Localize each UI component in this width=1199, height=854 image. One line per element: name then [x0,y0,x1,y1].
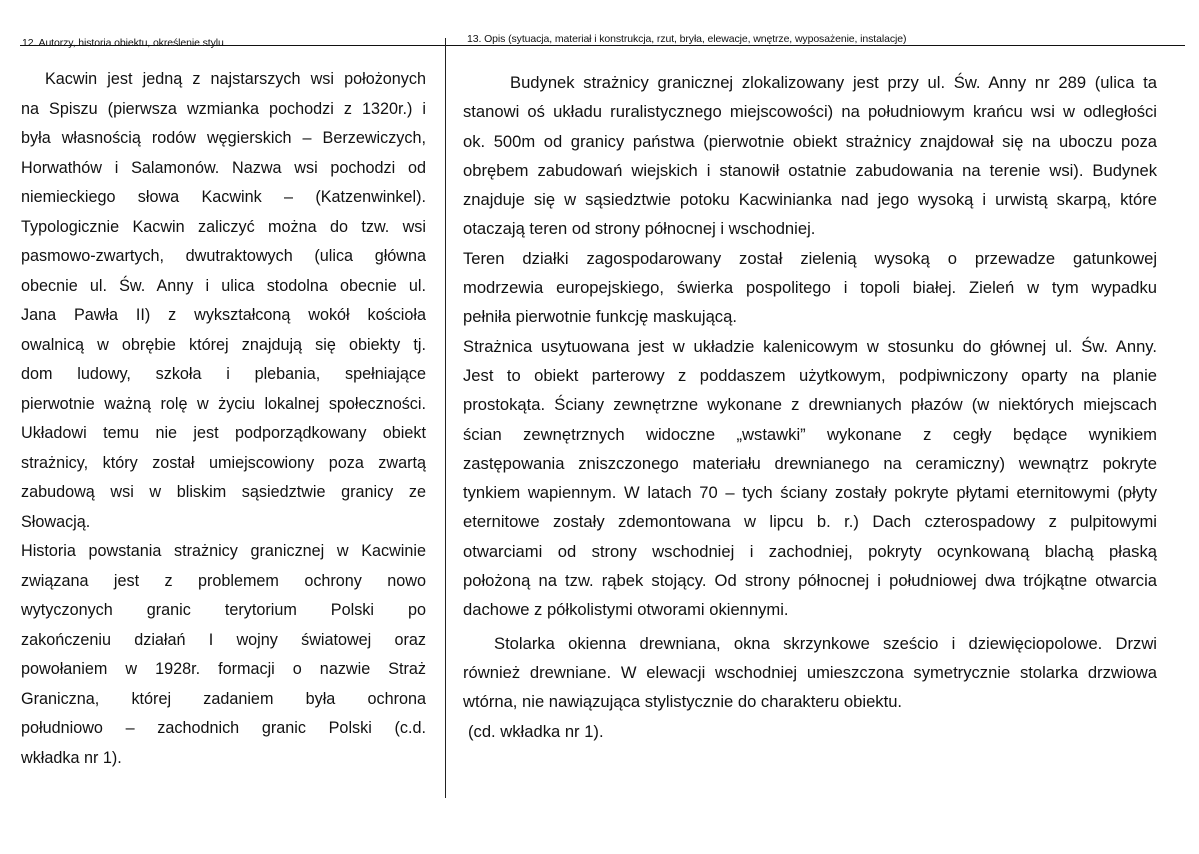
text-line: (cd. wkładka nr 1). [468,721,604,741]
text-line: Typologicznie Kacwin zaliczyć można do tzw. wsi [21,217,426,236]
text-line: otaczają teren od strony północnej i wschodniej. [463,219,816,239]
text-line: Jana Pawła II) z wykształconą wokół kościoła [21,306,426,324]
text-line: otwarciami od strony wschodniej i zachodniej, pokryty ocynkowaną blachą płaską [463,541,1157,561]
text-line: stanowi oś układu ruralistycznego miejscowości) na południowym krańcu wsi w odległości [463,102,1157,122]
text-line: strażnicy, który został umiejscowiony poza zwartą [21,453,426,472]
text-line: pasmowo-zwartych, dwutraktowych (ulica główna [21,247,426,265]
text-line: Horwathów i Salamonów. Nazwa wsi pochodzi od [21,158,426,177]
text-line: południowo – zachodnich granic Polski (c.d. [21,719,426,737]
text-line: dom ludowy, szkoła i plebania, spełniające [21,365,426,383]
text-line: Słowacją. [21,512,91,531]
text-line: Strażnica usytuowana jest w układzie kalenicowym w stosunku do głównej ul. Św. Anny. [463,336,1157,356]
text-line: Stolarka okienna drewniana, okna skrzynkowe sześcio i dziewięciopolowe. Drzwi [494,633,1157,653]
text-line: Graniczna, której zadaniem była ochrona [21,689,426,708]
text-line: na Spiszu (pierwsza wzmianka pochodzi z 1320r.) i [21,99,426,118]
text-line: wytyczonych granic terytorium Polski po [21,601,426,619]
text-line: Budynek strażnicy granicznej zlokalizowany jest przy ul. Św. Anny nr 289 (ulica ta [510,73,1157,92]
text-line: pierwotnie ważną rolę w życiu lokalnej społeczności. [21,394,426,413]
text-line: ścian zewnętrznych widoczne „wstawki” wykonane z cegły będące wynikiem [463,424,1157,444]
text-line: owalnicą w obrębie której znajdują się obiekty tj. [21,335,426,354]
text-line: Teren działki zagospodarowany został zielenią wysoką o przewadze gatunkowej [463,248,1157,268]
text-line: ok. 500m od granicy państwa (pierwotnie obiekt strażnicy znajdował się na uboczu poza [463,131,1157,151]
text-line: obrębem zabudowań wiejskich i stanowił ostatnie zabudowania na terenie wsi). Budynek [463,160,1157,180]
text-line: wtórna, nie nawiązująca stylistycznie do charakteru obiektu. [463,692,903,712]
left-column-text [21,65,426,773]
text-line: Układowi temu nie jest podporządkowany obiekt [21,424,426,442]
text-line: powołaniem w 1928r. formacji o nazwie Straż [21,660,426,678]
text-line: znajduje się w sąsiedztwie potoku Kacwinianka nad jego wysoką i urwistą skarpą, które [463,190,1157,210]
text-line: wkładka nr 1). [21,748,122,767]
text-line: była własnością rodów węgierskich – Berzewiczych, [21,129,426,147]
column-divider [445,38,446,798]
text-line: zabudową wsi w bliskim sąsiedztwie granicy ze [21,483,426,501]
text-line: eternitowe zostały zdemontowana w lipcu b. r.) Dach czterospadowy z pulpitowymi [463,512,1157,532]
text-line: obecnie ul. Św. Anny i ulica stodolna obecnie ul. [21,276,426,295]
text-line: niemieckiego słowa Kacwink – (Katzenwinkel). [21,188,426,206]
right-column-header: 13. Opis (sytuacja, materiał i konstrukcja, rzut, bryła, elewacje, wnętrze, wyposażenie, instalacje) [467,33,907,45]
text-line: zastępowania zniszczonego materiału drewnianego na ceramiczny) wewnątrz pokryte [463,453,1157,473]
text-line: również drewniane. W elewacji wschodniej umieszczona symetrycznie stolarka drzwiowa [463,662,1157,682]
text-line: Kacwin jest jedną z najstarszych wsi położonych [45,70,426,88]
text-line: zakończeniu działań I wojny światowej oraz [21,630,426,649]
text-line: prostokąta. Ściany zewnętrzne wykonane z drewnianych płazów (w niektórych miejscach [463,395,1157,415]
text-line: Historia powstania strażnicy granicznej w Kacwinie [21,542,426,560]
text-line: dachowe z półkolistymi otworami okiennymi. [463,600,789,620]
left-column-header: 12. Autorzy, historia obiektu, określenie stylu [22,37,224,49]
text-line: Jest to obiekt parterowy z poddaszem użytkowym, podpiwniczony oparty na planie [463,365,1157,385]
text-line: tynkiem wapiennym. W latach 70 – tych ściany zostały pokryte płytami eternitowymi (płyty [463,483,1157,503]
text-line: pełniła pierwotnie funkcję maskującą. [463,307,737,327]
text-line: związana jest z problemem ochrony nowo [21,571,426,590]
text-line: położoną na tzw. rąbek stojący. Od strony północnej i południowej dwa trójkątne otwarcia [463,571,1157,591]
text-line: modrzewia europejskiego, świerka pospolitego i topoli białej. Zieleń w tym wypadku [463,278,1157,298]
right-column-text [463,68,1157,746]
